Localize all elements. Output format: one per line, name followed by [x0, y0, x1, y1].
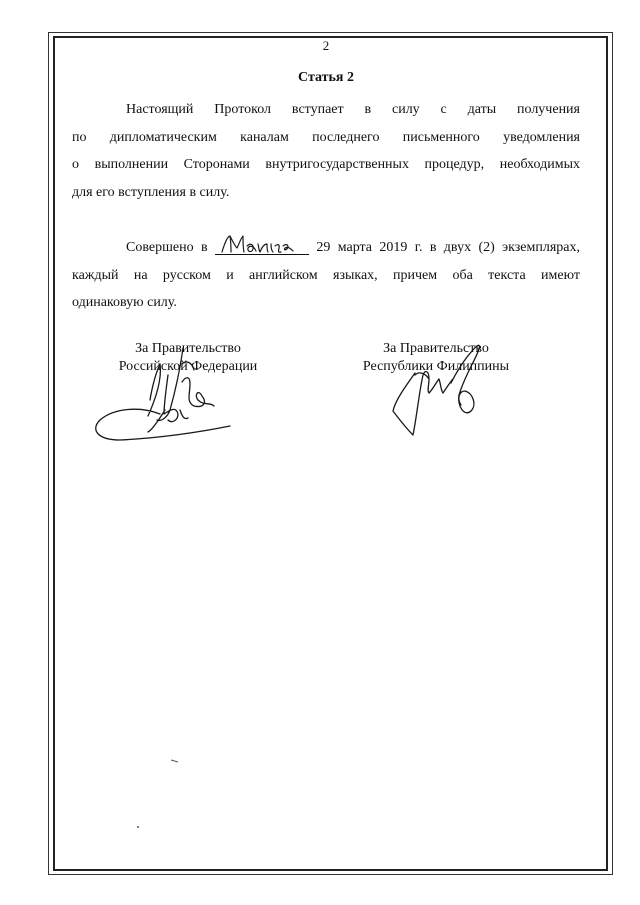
signatory-line: За Правительство: [383, 341, 489, 356]
paragraph-line: одинаковую силу.: [72, 295, 177, 310]
scan-speck: [170, 758, 180, 764]
handwritten-place: [219, 232, 305, 256]
signature-philippines: [385, 335, 505, 445]
paragraph-line: каждый на русском и английском языках, причем оба текста имеют: [72, 267, 580, 283]
paragraph-line-first: [72, 234, 580, 262]
article-heading: Статья 2: [298, 70, 354, 85]
place-blank: [215, 236, 309, 255]
scan-speck: [135, 824, 141, 830]
done-at-prefix: Совершено в: [126, 240, 208, 255]
page-number: 2: [322, 38, 330, 53]
paragraph-line: о выполнении Сторонами внутригосударственных процедур, необходимых: [72, 157, 580, 172]
signature-russia: [90, 340, 250, 450]
paragraph-line: по дипломатическим каналам последнего письменного уведомления: [72, 129, 580, 145]
signatory-line: Республики Филиппины: [362, 359, 510, 374]
paragraph-line: Настоящий Протокол вступает в силу с даты получения: [126, 102, 580, 117]
paragraph-line: для его вступления в силу.: [72, 184, 230, 200]
paragraph-done-at: [72, 234, 580, 317]
signatory-line: Российской Федерации: [118, 359, 258, 374]
paragraph-entry-into-force: [72, 96, 580, 206]
done-at-date: 29 марта 2019 г. в двух (2) экземплярах,: [316, 240, 581, 255]
signatory-line: За Правительство: [135, 341, 241, 356]
